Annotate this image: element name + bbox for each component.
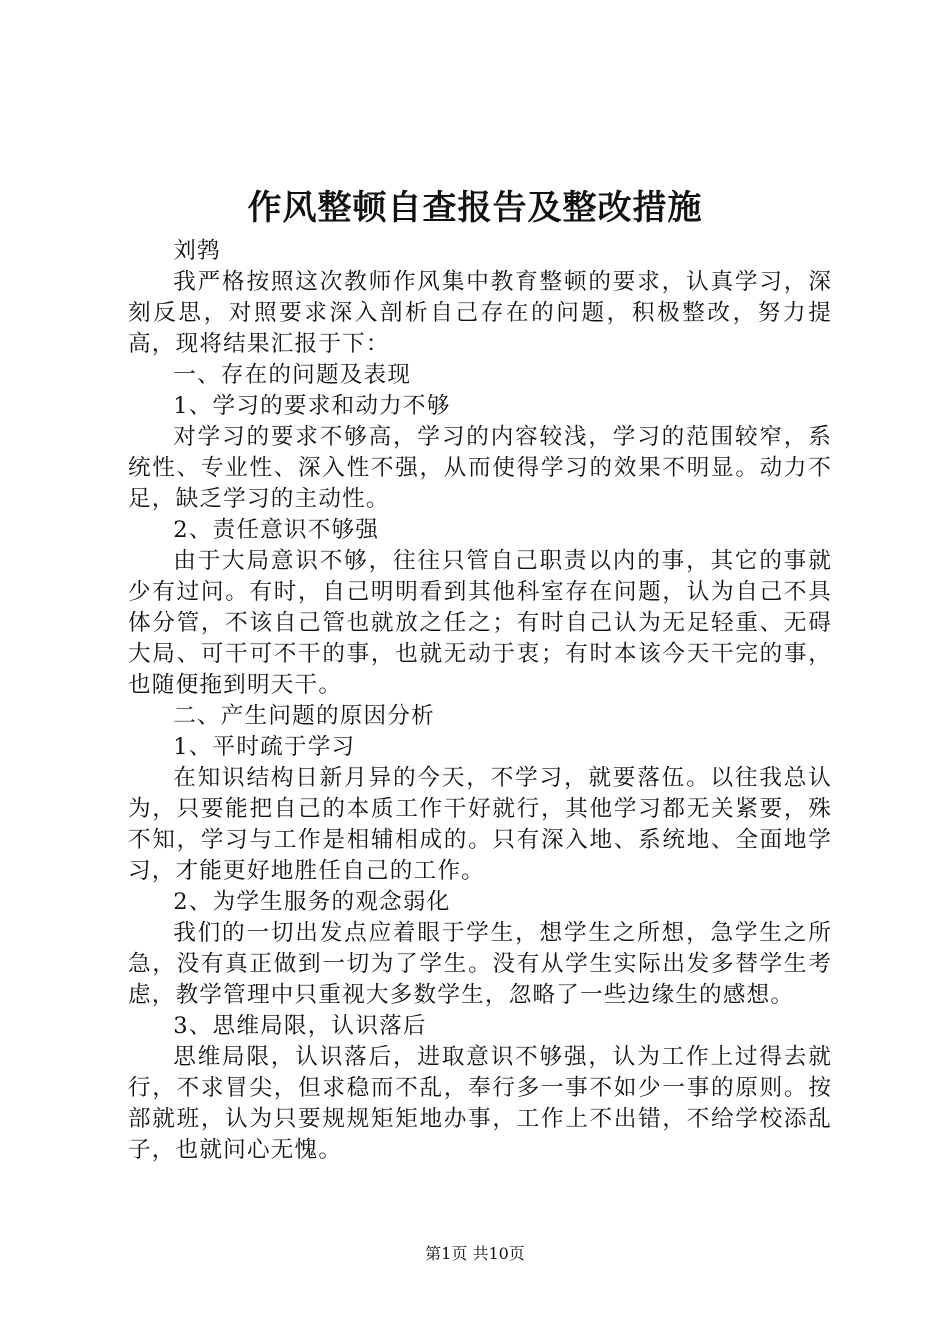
paragraph-2-3: 思维局限，认识落后，进取意识不够强，认为工作上过得去就行，不求冒尖，但求稳而不乱，奉行多一事不如少一事的原则。按部就班，认为只要规规矩矩地办事，工作上不出错，不给学校添乱子，也就问心无愧。: [128, 1044, 832, 1163]
paragraph-2-2: 我们的一切出发点应着眼于学生，想学生之所想，急学生之所急，没有真正做到一切为了学生。没有从学生实际出发多替学生考虑，教学管理中只重视大多数学生，忽略了一些边缘生的感想。: [128, 920, 832, 1008]
subheading-1-1: 1、学习的要求和动力不够: [173, 393, 451, 419]
paragraph-2-1: 在知识结构日新月异的今天，不学习，就要落伍。以往我总认为，只要能把自己的本质工作干好就行，其他学习都无关紧要，殊不知，学习与工作是相辅相成的。只有深入地、系统地、全面地学习，才能更好地胜任自己的工作。: [128, 765, 832, 884]
paragraph-1-2: 由于大局意识不够，往往只管自己职责以内的事，其它的事就少有过问。有时，自己明明看到其他科室存在问题，认为自己不具体分管，不该自己管也就放之任之；有时自己认为无足轻重、无碍大局、可干可不干的事，也就无动于衷；有时本该今天干完的事，也随便拖到明天干。: [128, 548, 832, 698]
section-heading-1: 一、存在的问题及表现: [173, 362, 412, 388]
subheading-1-2: 2、责任意识不够强: [173, 517, 380, 543]
paragraph-intro: 我严格按照这次教师作风集中教育整顿的要求，认真学习，深刻反思，对照要求深入剖析自己存在的问题，积极整改，努力提高，现将结果汇报于下：: [128, 269, 832, 357]
paragraph-1-1: 对学习的要求不够高，学习的内容较浅，学习的范围较窄，系统性、专业性、深入性不强，从而使得学习的效果不明显。动力不足，缺乏学习的主动性。: [128, 424, 832, 512]
page-footer: 第1页 共10页: [425, 1244, 525, 1263]
subheading-2-2: 2、为学生服务的观念弱化: [173, 889, 451, 915]
subheading-2-1: 1、平时疏于学习: [173, 734, 356, 760]
document-body: [128, 236, 832, 1166]
section-heading-2: 二、产生问题的原因分析: [173, 703, 435, 729]
subheading-2-3: 3、思维局限，认识落后: [173, 1013, 427, 1039]
author-name: 刘鹁: [173, 238, 221, 264]
document-title: 作风整顿自查报告及整改措施: [247, 188, 703, 228]
